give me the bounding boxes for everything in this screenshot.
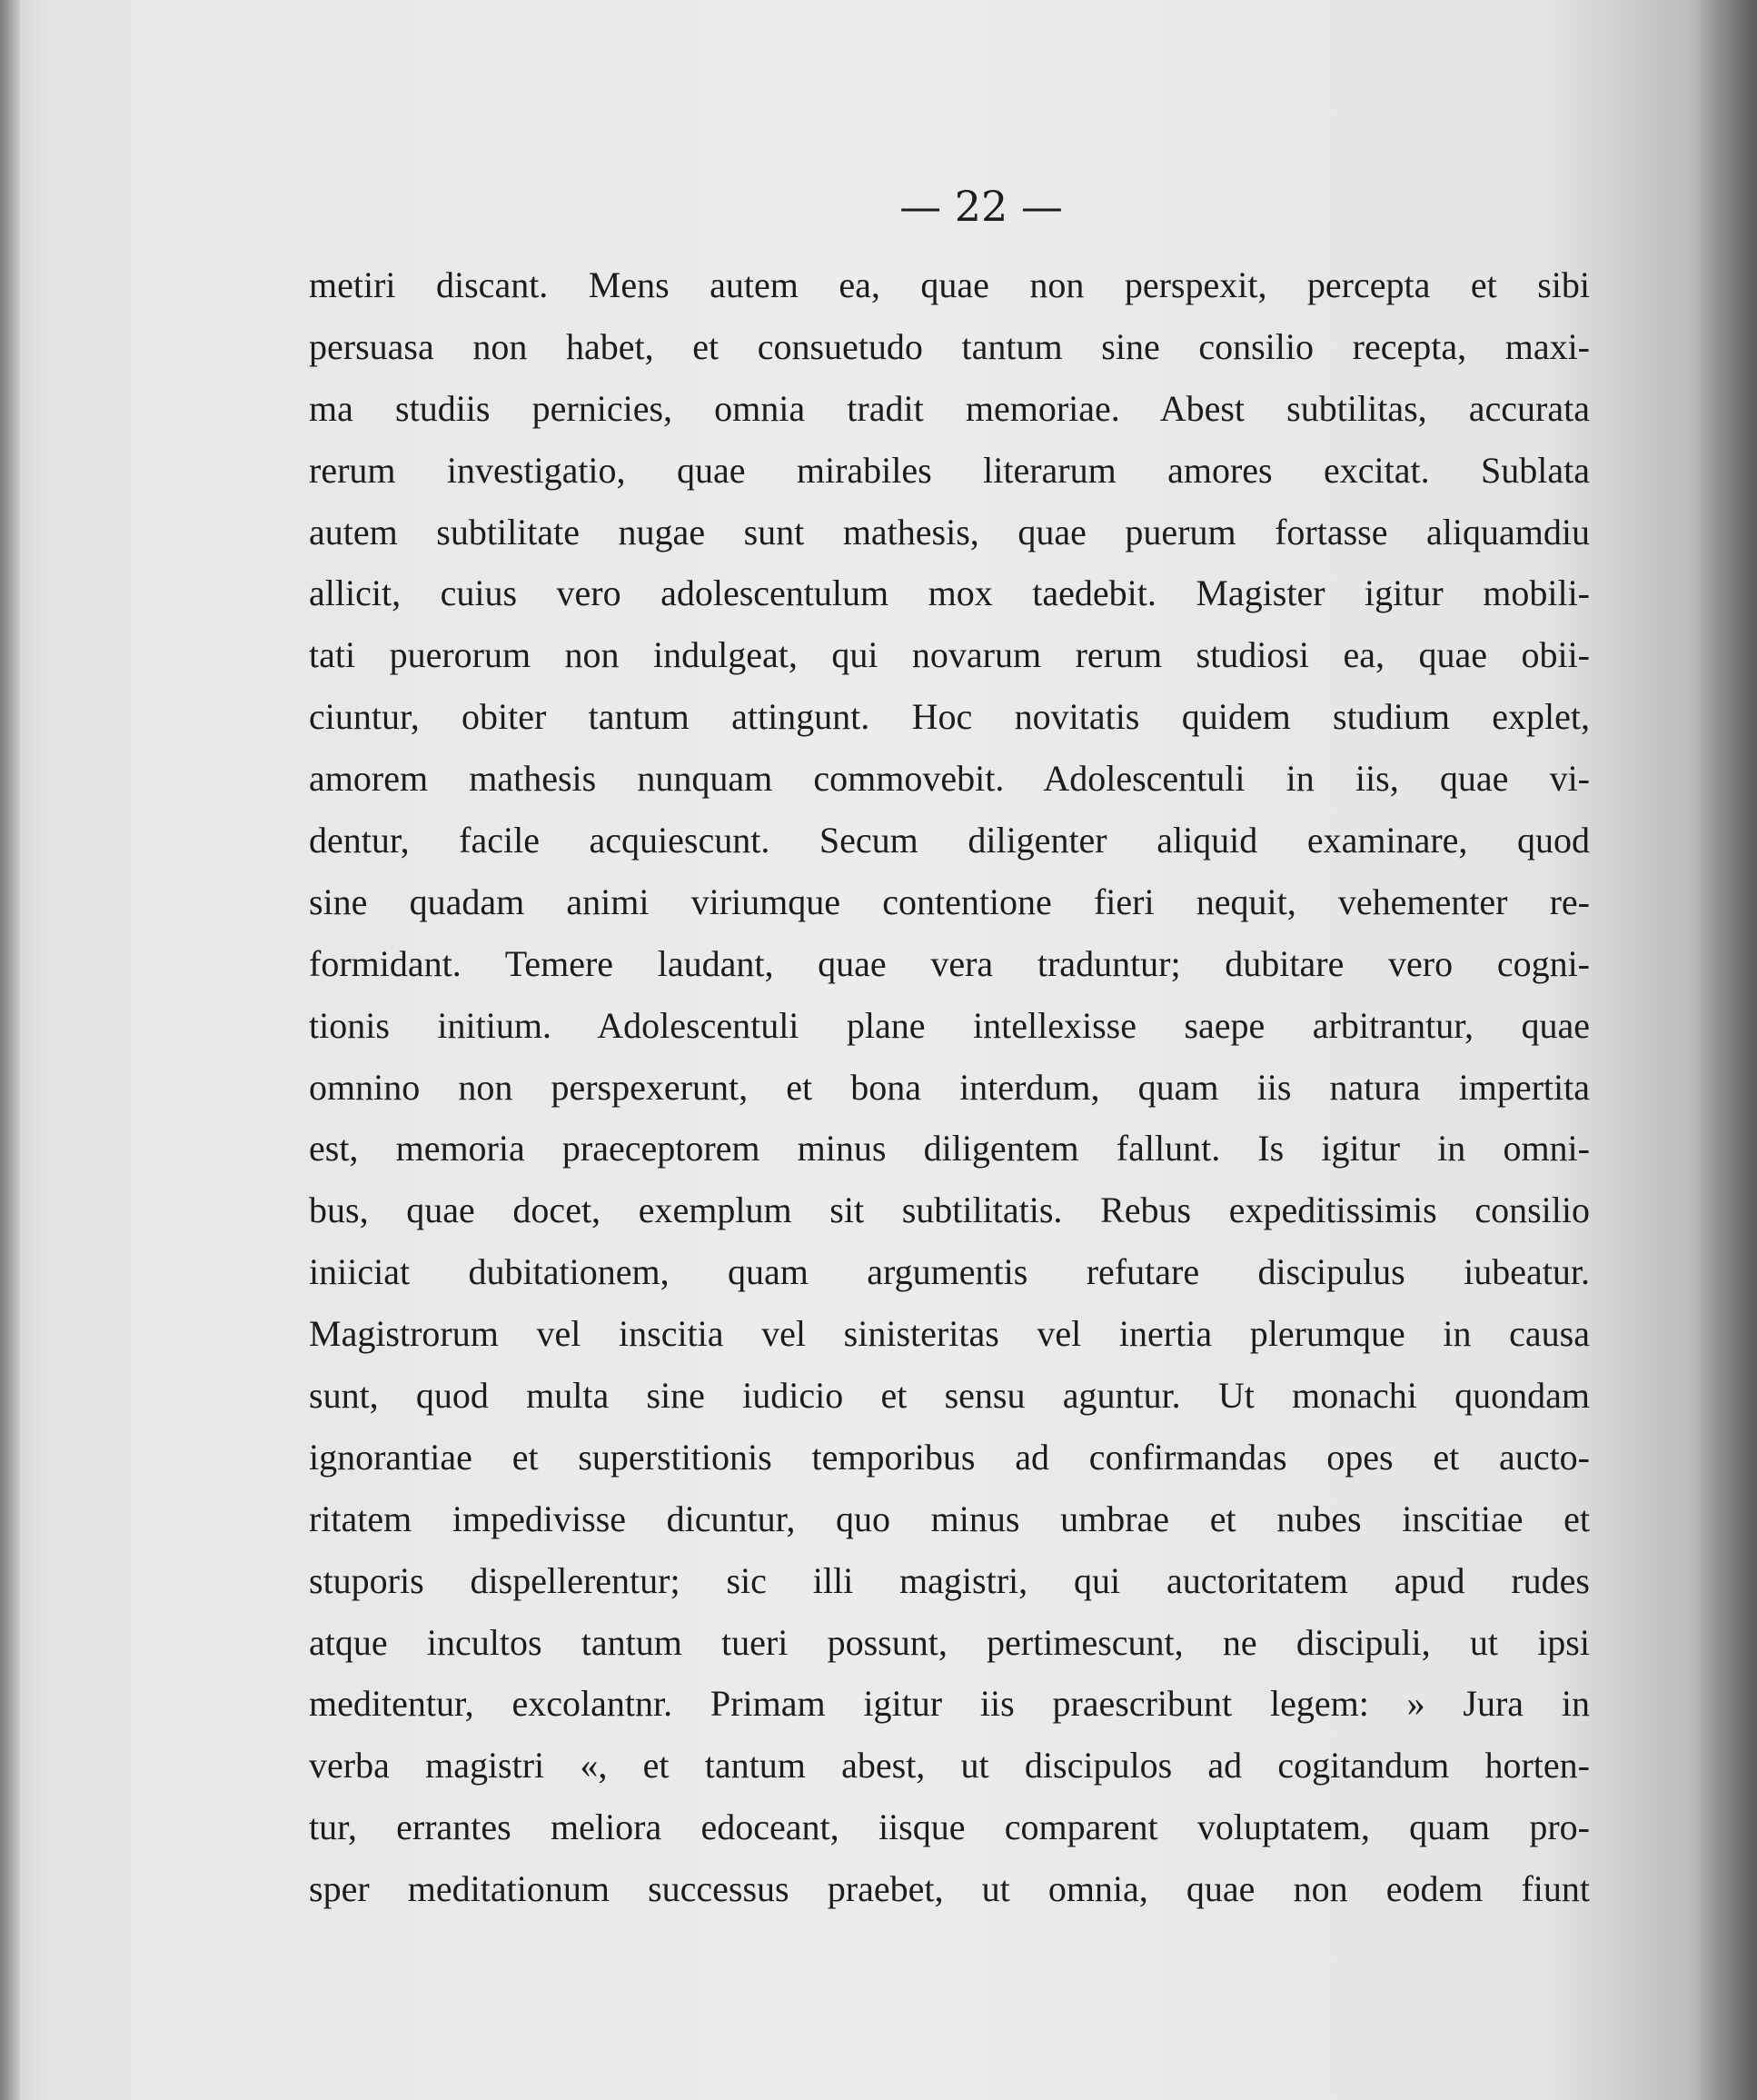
text-line-20: ignorantiae et superstitionis temporibus ad confirmandas opes et aucto- [309,1436,1590,1478]
text-line-16: bus, quae docet, exemplum sit subtilitatis. Rebus expeditissimis consilio [309,1189,1590,1231]
text-line-15: est, memoria praeceptorem minus diligentem fallunt. Is igitur in omni- [309,1128,1590,1169]
page-left-edge [0,0,20,2100]
text-line-4: rerum investigatio, quae mirabiles literarum amores excitat. Sublata [309,449,1590,491]
text-line-7: tati puerorum non indulgeat, qui novarum rerum studiosi ea, quae obii- [309,634,1590,676]
text-line-19: sunt, quod multa sine iudicio et sensu aguntur. Ut monachi quondam [309,1375,1590,1417]
text-line-26: tur, errantes meliora edoceant, iisque comparent voluptatem, quam pro- [309,1806,1590,1848]
text-line-8: ciuntur, obiter tantum attingunt. Hoc novitatis quidem studium explet, [309,696,1590,738]
text-line-23: atque incultos tantum tueri possunt, pertimescunt, ne discipuli, ut ipsi [309,1621,1590,1663]
text-line-27: sper meditationum successus praebet, ut omnia, quae non eodem fiunt [309,1868,1590,1910]
text-line-25: verba magistri «, et tantum abest, ut discipulos ad cogitandum horten- [309,1745,1590,1786]
text-line-9: amorem mathesis nunquam commovebit. Adolescentuli in iis, quae vi- [309,758,1590,800]
text-line-11: sine quadam animi viriumque contentione fieri nequit, vehementer re- [309,881,1590,922]
text-line-18: Magistrorum vel inscitia vel sinisteritas vel inertia plerumque in causa [309,1313,1590,1355]
binding-gutter-shadow [1693,0,1757,2100]
text-line-14: omnino non perspexerunt, et bona interdum, quam iis natura impertita [309,1066,1590,1108]
text-line-2: persuasa non habet, et consuetudo tantum sine consilio recepta, maxi- [309,325,1590,367]
text-line-3: ma studiis pernicies, omnia tradit memoriae. Abest subtilitas, accurata [309,387,1590,429]
text-line-6: allicit, cuius vero adolescentulum mox taedebit. Magister igitur mobili- [309,572,1590,614]
text-line-17: iniiciat dubitationem, quam argumentis refutare discipulus iubeatur. [309,1251,1590,1293]
text-line-1: metiri discant. Mens autem ea, quae non perspexit, percepta et sibi [309,264,1590,305]
text-line-5: autem subtilitate nugae sunt mathesis, quae puerum fortasse aliquamdiu [309,511,1590,552]
text-line-22: stuporis dispellerentur; sic illi magistri, qui auctoritatem apud rudes [309,1559,1590,1601]
text-line-24: meditentur, excolantnr. Primam igitur iis praescribunt legem: » Jura in [309,1683,1590,1725]
body-text [309,254,1590,1920]
text-line-12: formidant. Temere laudant, quae vera traduntur; dubitare vero cogni- [309,942,1590,984]
text-line-21: ritatem impedivisse dicuntur, quo minus umbrae et nubes inscitiae et [309,1498,1590,1539]
page-number: — 22 — [899,182,1063,231]
text-line-10: dentur, facile acquiescunt. Secum diligenter aliquid examinare, quod [309,820,1590,861]
text-line-13: tionis initium. Adolescentuli plane intellexisse saepe arbitrantur, quae [309,1004,1590,1046]
